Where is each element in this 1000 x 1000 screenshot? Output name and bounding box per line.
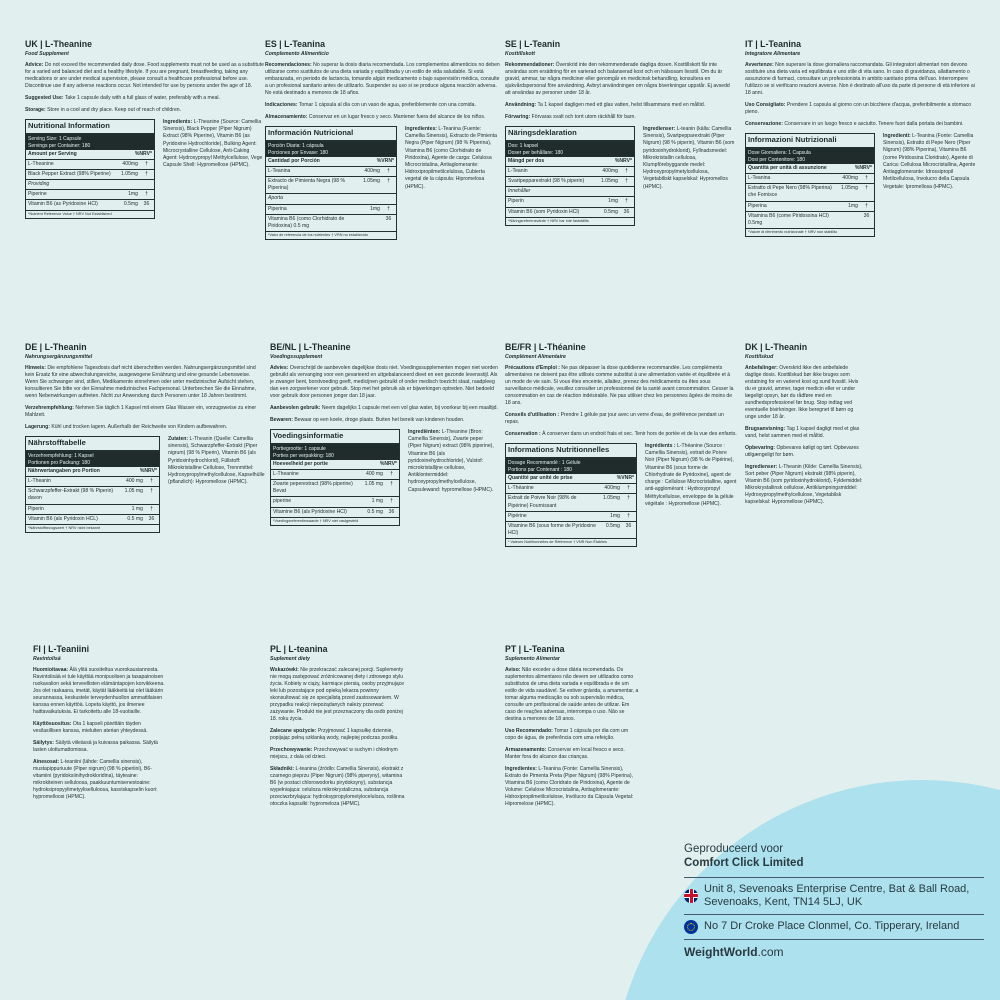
nutrition-row xyxy=(746,202,874,212)
nutrient-amount xyxy=(116,181,141,188)
uk-address: Unit 8, Sevenoaks Enterprise Centre, Bat & Ball Road, Sevenoaks, Kent, TN14 5LJ, UK xyxy=(704,882,970,908)
nutrient-amount xyxy=(836,213,861,227)
nutrient-name: Aporta xyxy=(268,195,284,202)
pt-use: Uso Recomendado: Tomar 1 cápsula por dia com um copo de água, de preferência com uma refeição. xyxy=(505,727,629,741)
nutrient-name: L-Theanine xyxy=(28,161,54,168)
pt-advice: Aviso: Não exceder a dose diária recomendada. Os suplementos alimentares não devem ser utilizados como substitutos de uma dieta variada e equilibrada e de um estilo de vida saudável. Se estiver grávida, a amamentar, a tomar alguma medicação ou sob supervisão médica, consulte um profissional de saúde antes de utilizar. Em caso de reações adversas, interrompa o uso. Não se destina a menores de 18 anos. xyxy=(505,666,639,722)
nutrient-amount xyxy=(358,195,383,202)
it-subtitle: Integratore Alimentare xyxy=(745,50,801,57)
nutrient-amount: 1 mg xyxy=(131,505,143,512)
nutrient-nrv: 36 xyxy=(625,522,632,529)
nutrient-nrv: † xyxy=(627,485,630,492)
nutrient-name: L-Theanine xyxy=(273,471,299,478)
nutrient-name: L-Théanine xyxy=(508,485,534,492)
nutrient-name: Vitamine B6 (sous forme de Pyridoxine HCl) xyxy=(508,522,596,536)
nutrient-name: Vitamin B6 (as Pyridoxine HCl) xyxy=(28,201,98,208)
fi-ingredients: Ainesosat: L-teaniini (lähde: Camellia sinensis), mustapippuriuute (Piper nigrum) (98 % piperiini), B6-vitamiini (pyridoksiinihydrokloridina), täyteaine: mikrokiteinen selluloosa, paakkuuntumisenestoaine: hydroksipropyylimetyyliselluloosa, kasviskapselin kuori: hypromelloosi (HPMC). xyxy=(33,759,158,801)
fi-advice: Huomioitavaa: Älä ylitä suositeltua vuorokausiannosta. Ravintolisää ei tule käyttää monipuolisen ja tasapainoisen ruokavalion sekä terveellisten elämäntapojen korvikkeena. Jos olet raskaana, imetät, käytät lääkkeitä tai olet lääkärin seurannassa, keskustele terveydenhuollon ammattilaisen kanssa ennen käyttöä. Lopeta käyttö, jos ilmenee haittavaikutuksia. Ei tarkoitettu alle 18-vuotiaille. xyxy=(33,666,165,715)
es-title: ES | L-Teanina xyxy=(265,40,325,49)
nutrient-nrv xyxy=(141,181,152,188)
es-advice: Recomendaciones: No superar la dosis diaria recomendada. Los complementos alimenticios no deben utilizarse como sustitutos de una dieta variada y equilibrada y un estilo de vida saludable. Si está embarazada, en periodo de lactancia, tomando algún medicamento o bajo supervisión médica, consulte a un profesional sanitario antes de utilizarlo. Suspender su uso si se produce alguna reacción adversa. No está destinado a menores de 18 años. xyxy=(265,61,500,96)
nutrient-nrv xyxy=(383,195,394,202)
section-dk xyxy=(745,343,863,638)
nutrition-row xyxy=(746,184,874,201)
benl-use: Aanbevolen gebruik: Neem dagelijks 1 capsule met een vol glas water, bij voorkeur bij een maaltijd. xyxy=(270,404,498,411)
nutrient-name: Providing xyxy=(28,181,50,188)
dk-title: DK | L-Theanin xyxy=(745,343,808,352)
nutrient-amount: 0.5mg xyxy=(123,201,138,208)
nutrition-row xyxy=(506,177,634,187)
ie-address-row xyxy=(684,915,984,939)
section-fi xyxy=(33,645,168,945)
nutrient-nrv: 36 xyxy=(143,201,150,208)
pl-title: PL | L-teanina xyxy=(270,645,328,654)
nutrient-nrv: † xyxy=(145,191,148,198)
de-subtitle: Nahrungsergänzungsmittel xyxy=(25,353,93,360)
nutrient-name: L-Teanin xyxy=(508,168,528,175)
nutrient-name: Innehåller xyxy=(508,188,531,195)
it-use: Uso Consigliato: Prendere 1 capsula al giorno con un bicchiere d'acqua, preferibilmente a stomaco pieno. xyxy=(745,101,972,115)
nutrient-nrv: † xyxy=(625,178,628,185)
nutrient-amount: 1.05mg xyxy=(601,178,618,185)
befr-advice: Précautions d'Emploi : Ne pas dépasser la dose quotidienne recommandée. Les compléments alimentaires ne doivent pas être utilisés comme substitut à une alimentation variée et équilibrée et à un mode de vie sain. Si vous êtes enceinte, allaitez, prenez des médicaments ou êtes sous surveillance médicale, veuillez consulter un professionnel de la santé avant consommation. Cesser la consommation en cas de réaction indésirable. Ne pas utiliser chez les personnes âgées de moins de 18 ans. xyxy=(505,364,734,406)
de-use: Verzehrempfehlung: Nehmen Sie täglich 1 Kapsel mit einem Glas Wasser ein, vorzugsweise zu einer Mahlzeit. xyxy=(25,404,257,418)
nutrient-nrv: † xyxy=(625,198,628,205)
de-nutrition-table: Nährstofftabelle Verzehrempfehlung: 1 Kapsel Portionen pro Packung: 180 Nährwertangaben pro Portion %NRV* L-Theanin 400 mg † Schwarzpfeffer-Extrakt (98 % Piperin) davon 1.05 mg † Piperin 1 mg † Vitamin B6 (als Pyridoxin HCL) 0.5 mg 36 *Nährstoffbezugswert † NRV nicht bekannt xyxy=(25,436,160,533)
pt-ingredients: Ingredientes: L-Teanina (Fonte: Camellia Sinensis), Extrato de Pimenta Preta (Piper Nigrum) (98% Piperina), Vitamina B6 (como Cloridrato de Piridoxina), Agente de Volume: Celulose Microcristalina, Antiaglomerante: Hidroxipropilmetilcelulose, Invólucro da Cápsula Vegetal: Hipromelose (HPMC). xyxy=(505,766,634,808)
nutrition-row xyxy=(26,487,159,504)
nutrient-amount xyxy=(596,188,621,195)
se-use: Användning: Ta 1 kapsel dagligen med ett glas vatten, helst tillsammans med en måltid. xyxy=(505,101,706,108)
benl-subtitle: Voedingssupplement xyxy=(270,353,323,360)
nutrition-row xyxy=(266,205,396,215)
nutrient-name: piperine xyxy=(273,498,292,505)
nutrient-amount: 0.5mg xyxy=(605,522,620,529)
nutrition-row xyxy=(746,212,874,228)
nutrient-nrv: † xyxy=(625,168,628,175)
nutrition-row xyxy=(266,167,396,177)
befr-title: BE/FR | L-Théanine xyxy=(505,343,586,352)
section-pl xyxy=(270,645,405,945)
es-subtitle: Complemento Alimenticio xyxy=(265,50,329,57)
nutrient-amount: 1mg xyxy=(848,202,858,209)
nutrient-name: Vitamina B6 (come Piridossina HCl) 0.5mg xyxy=(748,212,829,226)
nutrition-row xyxy=(506,208,634,217)
dk-storage: Opbevaring: Opbevares køligt og tørt. Opbevares utilgængeligt for børn. xyxy=(745,445,859,459)
nutrient-name: Vitamina B6 (como Clorhidrato de Piridoxina) 0.5 mg xyxy=(268,215,345,229)
nutrition-row xyxy=(506,484,636,494)
befr-ingredients: Ingrédients : L-Théanine (Source : Camellia Sinensis), extrait de Poivre Noir (Piper Nigrum) (98 % de Pipérine), Vitamine B6 (sous forme de Chlorhydrate de Pyridoxine), agent de charge : Cellulose Microcristalline, agent anti-agglomérant : Hydroxypropyl Méthylcellulose, enveloppe de la gélule végétale : Hypromellose (HPMC). xyxy=(645,442,737,507)
benl-nutrition-table: Voedingsinformatie Portiegrootte: 1 capsule Porties per verpakking: 180 Hoeveelheid per portie %NRV* L-Theanine 400 mg † Zwarte peperextract (98% piperine) Bevat 1.05 mg † piperine 1 mg † Vitamine B6 (als Pyridoxine HCl) 0.5 mg 36 *Voedingsreferentiewaarde † NRV niet vastgesteld xyxy=(270,429,400,526)
nutrient-nrv: † xyxy=(390,481,393,488)
befr-use: Conseils d'utilisation : Prendre 1 gélule par jour avec un verre d'eau, de préférence pendant un repas. xyxy=(505,411,724,425)
section-pt xyxy=(505,645,640,945)
section-befr xyxy=(505,343,737,638)
nutrient-nrv: 36 xyxy=(148,515,155,522)
produced-for-label: Geproduceerd voor xyxy=(684,843,784,855)
befr-storage: Conservation : À conserver dans un endroit frais et sec. Tenir hors de portée et de la vue des enfants. xyxy=(505,430,737,437)
nutrient-name: L-Teanina xyxy=(268,168,291,175)
section-de xyxy=(25,343,265,638)
nutrient-name: Vitamin B6 (som Pyridoxin HCl) xyxy=(508,208,580,215)
nutrition-row xyxy=(506,522,636,538)
nutrient-nrv: † xyxy=(145,171,148,178)
it-advice: Avvertenze: Non superare la dose giornaliera raccomandata. Gli integratori alimentari non devono sostituire una dieta varia ed equilibrata e uno stile di vita sano. In caso di gravidanza, allattamento o assunzione di farmaci, consultare un professionista in ambito sanitario prima dell'uso. Interrompere l'utilizzo se si verificano reazioni avverse. Non è destinato all'uso da parte di persone di età inferiore ai 18 anni. xyxy=(745,61,975,96)
nutrition-row xyxy=(26,160,154,170)
es-use: Indicaciones: Tomar 1 cápsula al día con un vaso de agua, preferiblemente con una comida. xyxy=(265,101,476,108)
nutrition-row xyxy=(271,497,399,507)
nutrition-row xyxy=(266,194,396,204)
nutrient-nrv: 36 xyxy=(385,215,392,222)
befr-nutrition-table: Informations Nutritionnelles Dosage Recommandé : 1 Gélule Portions par Contenant : 180 Quantité par unité de prise %VNR* L-Théanine 400mg † Extrait de Poivre Noir (98% de Pipérine) Fournissant 1.05mg † Pipérine 1mg † Vitamine B6 (sous forme de Pyridoxine HCl) 0.5mg 36 * Valeurs Nutritionnelles de Référence † VNR Non Établies xyxy=(505,443,637,547)
nutrient-amount: 400mg xyxy=(364,168,380,175)
nutrient-nrv: † xyxy=(150,488,153,495)
se-storage: Förvaring: Förvaras svalt och torrt utom räckhåll för barn. xyxy=(505,113,636,120)
uk-title: UK | L-Theanine xyxy=(25,40,92,49)
nutrient-name: L-Teanina xyxy=(748,175,771,182)
nutrition-row xyxy=(506,167,634,177)
nutrient-amount: 0.5 mg xyxy=(367,508,383,515)
nutrient-amount: 400mg xyxy=(604,485,620,492)
dk-advice: Anbefalinger: Overskrid ikke den anbefalede daglige dosis. Kosttilskud bør ikke bruges som erstatning for en varieret kost og sund livsstil. Hvis du er gravid, ammer, tager medicin eller er under lægeligt opsyn, bør du rådføre med en sundhedsprofessionel før brug. Stop indtag ved eventuelle bivirkninger. Ikke beregnet til børn og unge under 18 år. xyxy=(745,364,859,420)
nutrient-nrv: † xyxy=(865,185,868,192)
nutrient-nrv: 36 xyxy=(623,208,630,215)
pl-use: Zalecane spożycie: Przyjmować 1 kapsułkę dziennie, popijając pełną szklanką wody, najlepiej podczas posiłku. xyxy=(270,727,399,741)
se-advice: Rekommendationer: Överskrid inte den rekommenderade dagliga dosen. Kosttillskott får inte användas som ersättning för en varierad och balanserad kost och en hälsosam livsstil. Om du är gravid, ammar, tar några mediciner eller genomgår en medicinsk behandling, konsultera en sjukvårdspersonal före användning. Avbryt användningen om några biverkningar uppstår. Ej avsedd att användas av personer under 18 år. xyxy=(505,61,730,96)
nutrient-amount: 400mg xyxy=(602,168,618,175)
nutrition-row xyxy=(746,174,874,184)
se-title: SE | L-Teanin xyxy=(505,40,561,49)
se-subtitle: Kosttillskott xyxy=(505,50,535,57)
nutrient-nrv xyxy=(621,188,632,195)
nutrition-row xyxy=(271,470,399,480)
fi-use: Käyttösuositus: Ota 1 kapseli päivittäin täyden vesilasillisen kanssa, mieluiten aterian yhteydessä. xyxy=(33,720,148,734)
nutrient-amount: 400 mg xyxy=(366,471,383,478)
nutrition-row xyxy=(506,187,634,197)
nutrient-amount: 1.05mg xyxy=(363,178,380,185)
nutrient-name: Piperina xyxy=(748,202,767,209)
pl-ingredients: Składniki: L-teanina (źródło: Camellia Sinensis), ekstrakt z czarnego pieprzu (Piper Nigrum) (98% piperyny), witamina B6 (w postaci chlorowodorku pirydoksyny), substancja wypełniająca: celuloza mikrokrystaliczna, substancja przeciwzbrylająca: hydroksypropylometyloceluloza, roślinna otoczka kapsułki: hypromeloza (HPMC). xyxy=(270,766,405,808)
nutrient-name: Extrait de Poivre Noir (98% de Pipérine) Fournissant xyxy=(508,495,577,509)
es-nutrition-table: Información Nutricional Porción Diaria: 1 cápsula Porciones por Envase: 180 Cantidad por Porción %VRN* L-Teanina 400mg † Extracto de Pimienta Negra (98 % Piperina) 1.05mg † Aporta Piperina 1mg † Vitamina B6 (como Clorhidrato de Piridoxina) 0.5 mg 36 *Valor de referencia de los nutrientes † VRN no establecido xyxy=(265,126,397,240)
nutrient-name: Piperina xyxy=(268,205,287,212)
nutrient-name: Extracto de Pimienta Negra (98 % Piperina) xyxy=(268,178,346,192)
nutrition-row xyxy=(26,180,154,190)
uk-storage: Storage: Store in a cool and dry place. Keep out of reach of children. xyxy=(25,106,182,113)
nutrition-row xyxy=(271,480,399,497)
section-uk xyxy=(25,40,265,330)
nutrient-nrv: † xyxy=(387,178,390,185)
nutrient-nrv: † xyxy=(145,161,148,168)
nutrient-name: Schwarzpfeffer-Extrakt (98 % Piperin) davon xyxy=(28,488,114,502)
nutrition-row xyxy=(266,177,396,194)
uk-use: Suggested Use: Take 1 capsule daily with a full glass of water, preferably with a meal. xyxy=(25,94,220,101)
fi-subtitle: Ravintolisä xyxy=(33,655,61,662)
nutrient-name: Vitamin B6 (als Pyridoxin HCL) xyxy=(28,515,98,522)
nutrient-amount: 1.05mg xyxy=(603,495,620,502)
pl-subtitle: Suplement diety xyxy=(270,655,311,662)
nutrient-name: Pipérine xyxy=(508,512,527,519)
it-nutrition-table: Informazioni Nutrizionali Dose Giornaliera: 1 Capsula Dosi per Contenitore: 180 Quantità per unità di assunzione %NRV* L-Teanina 400mg † Estratto di Pepe Nero (98% Piperina) che Fornisce 1.05mg † Piperina 1mg † Vitamina B6 (come Piridossina HCl) 0.5mg 36 *Valore di riferimento nutrizionale † NRV non stabilito xyxy=(745,133,875,237)
nutrient-amount xyxy=(358,216,383,230)
nutrient-name: Zwarte peperextract (98% piperine) Bevat xyxy=(273,481,353,495)
nutrient-amount: 1.05 mg xyxy=(364,481,383,488)
uk-address-row xyxy=(684,878,984,914)
uk-flag-icon xyxy=(684,889,698,903)
nutrient-amount: 1.05mg xyxy=(841,185,858,192)
section-es xyxy=(265,40,500,330)
pt-subtitle: Suplemento Alimentar xyxy=(505,655,560,662)
pt-storage: Armazenamento: Conservar em local fresco e seco. Manter fora do alcance das crianças. xyxy=(505,747,625,761)
section-se xyxy=(505,40,735,330)
nutrient-nrv: † xyxy=(390,498,393,505)
pl-storage: Przechowywanie: Przechowywać w suchym i chłodnym miejscu, z dala od dzieci. xyxy=(270,747,398,761)
nutrient-nrv: † xyxy=(627,495,630,502)
uk-ingredients: Ingredients: L-Theanine (Source: Camellia Sinensis), Black Pepper (Piper Nigrum) Extract (98% Piperine), Vitamin B6 (as Pyridoxine Hydrochloride), Bulking Agent: Microcrystalline Cellulose, Anti-Caking Agent: Hydroxypropyl Methylcellulose, Vege Capsule Shell: Hypromellose (HPMC). xyxy=(163,118,263,169)
nutrient-amount: 1mg xyxy=(608,198,618,205)
company-info xyxy=(684,843,984,959)
nutrient-name: Piperine xyxy=(28,191,47,198)
nutrient-name: Piperin xyxy=(28,505,44,512)
de-advice: Hinweis: Die empfohlene Tagesdosis darf nicht überschritten werden. Nahrungsergänzungsmittel sind kein Ersatz für eine abwechslungsreiche, ausgewogene Ernährung und eine gesunde Lebensweise. Wenn Sie schwanger sind, stillen, Medikamente einnehmen oder unter medizinischer Aufsicht stehen, konsultieren Sie bitte vor der Einnahme medizinisches Fachpersonal. Unterbrechen Sie die Einnahme, wenn Nebenwirkungen auftreten. Nicht zur Anwendung durch Personen unter 18 Jahren bestimmt. xyxy=(25,364,257,399)
it-ingredients: Ingredienti: L-Teanina (Fonte: Camellia Sinensis), Estratto di Pepe Nero (Piper Nigrum) (98% Piperina), Vitamina B6 (come Piridossina Cloridrato), Agente di Carica: Cellulosa Microcristallina, Agente Antiagglomerante: Idrossipropil Metilcellulosa, Involucro della Capsula Vegetale: Ipromellosa (HPMC). xyxy=(883,132,976,190)
fi-storage: Säilytys: Säilytä viileässä ja kuivassa paikassa. Säilytä lasten ulottumattomissa. xyxy=(33,739,158,753)
website-link[interactable]: WeightWorld.com xyxy=(684,944,784,959)
nutrient-name: Piperin xyxy=(508,198,524,205)
ie-address: No 7 Dr Croke Place Clonmel, Co. Tipperary, Ireland xyxy=(704,920,960,933)
nutrient-amount: 0.5mg xyxy=(603,208,618,215)
uk-subtitle: Food Supplement xyxy=(25,50,69,57)
nutrient-amount: 1.05mg xyxy=(121,171,138,178)
pl-advice: Wskazówki: Nie przekraczać zalecanej porcji. Suplementy nie mogą zastępować zróżnicowanej diety i zdrowego stylu życia. Kobiety w ciąży, karmiące piersią, osoby przyjmujące leki lub pozostające pod opieką lekarza powinny skonsultować się ze specjalistą przed zastosowaniem. W przypadku reakcji niepożądanych należy przerwać zażywanie. Produkt nie jest przeznaczony dla osób poniżej 18. roku życia. xyxy=(270,666,405,722)
it-storage: Conservazione: Conservare in un luogo fresco e asciutto. Tenere fuori dalla portata dei bambini. xyxy=(745,120,964,127)
es-ingredients: Ingredientes: L-Teanina (Fuente: Camellia Sinensis), Extracto de Pimienta Negra (Piper Nigrum) (98 % Piperina), Vitamina B6 (como Clorhidrato de Piridoxina), Agente de carga: Celulosa Microcristalina, Antiaglomerante: Hidroxipropilmetilcelulosa, Cubierta vegetal de la cápsula: Hipromelosa (HPMC). xyxy=(405,125,498,190)
nutrition-row xyxy=(506,197,634,207)
se-nutrition-table: Näringsdeklaration Dos: 1 kapsel Doser per behållare: 180 Mängd per dos %NRV* L-Teanin 400mg † Svartpepparextrakt (98 % piperin) 1.05mg † Innehåller Piperin 1mg † Vitamin B6 (som Pyridoxin HCl) 0.5mg 36 *Näringsreferensvärde † NRV har inte fastställts xyxy=(505,126,635,226)
nutrient-nrv: † xyxy=(390,471,393,478)
nutrient-nrv: † xyxy=(387,205,390,212)
section-it xyxy=(745,40,980,330)
nutrient-amount: 1mg xyxy=(370,205,380,212)
nutrient-amount: 1mg xyxy=(128,191,138,198)
nutrition-row xyxy=(506,512,636,522)
nutrient-amount: 400 mg xyxy=(126,478,143,485)
benl-title: BE/NL | L-Theanine xyxy=(270,343,351,352)
benl-advice: Advies: Overschrijd de aanbevolen dagelijkse dosis niet. Voedingssupplementen mogen niet worden gebruikt als vervanging voor een gevarieerd en uitgebalanceerd dieet en een gezonde levensstijl. Als je zwanger bent, borstvoeding geeft, medicijnen gebruikt of onder medisch toezicht staat, raadpleeg dan een zorgverlener voor gebruik. Stop met het gebruik als er bijwerkingen optreden. Niet bedoeld voor gebruik door personen jonger dan 18 jaar. xyxy=(270,364,498,399)
de-ingredients: Zutaten: L-Theanin (Quelle: Camellia sinensis), Schwarzpfeffer-Extrakt (Piper nigrum) (98 % Piperin), Vitamin B6 (als Pyridoxinhydrochlorid), Füllstoff: Mikrokristalline Cellulose, Trennmittel: Hydroxypropylmethylcellulose, Kapselhülle (pflanzlich): Hypromellose (HPMC). xyxy=(168,435,265,486)
dk-use: Brugsanvisning: Tag 1 kapsel dagligt med et glas vand, helst sammen med et måltid. xyxy=(745,425,860,439)
nutrient-name: L-Theanin xyxy=(28,478,51,485)
it-title: IT | L-Teanina xyxy=(745,40,802,49)
nutrient-name: Svartpepparextrakt (98 % piperin) xyxy=(508,178,585,185)
benl-ingredients: Ingrediënten: L-Theanine (Bron: Camellia Sinensis), Zwarte peper (Piper Nigrum) extract (98% piperine), Vitamine B6 (als pyridoxinehydrochloride), Vulstof: microkristallijne cellulose, Antiklontermiddel: hydroxypropylmethylcellulose, Capsulewand: hypromellose (HPMC). xyxy=(408,428,494,493)
nutrition-row xyxy=(26,190,154,200)
nutrient-name: Vitamine B6 (als Pyridoxine HCl) xyxy=(273,508,347,515)
uk-advice: Advice: Do not exceed the recommended daily dose. Food supplements must not be used as a substitute for a varied and balanced diet and a healthy lifestyle. If you are pregnant, breastfeeding, taking any medications or are under medical supervision, please consult a healthcare professional before use. Discontinue use if any adverse reactions occur. Not intended for use by persons under the age of 18. xyxy=(25,61,264,89)
nutrition-row xyxy=(26,200,154,209)
section-benl xyxy=(270,343,498,638)
befr-subtitle: Complément Alimentaire xyxy=(505,353,566,360)
eu-flag-icon xyxy=(684,920,698,934)
nutrient-nrv: † xyxy=(150,505,153,512)
nutrient-nrv: † xyxy=(387,168,390,175)
dk-ingredients: Ingredienser: L-Theanin (Kilde: Camellia Sinensis), Sort peber (Piper Nigrum) ekstrakt (98% piperin), Vitamin B6 (som pyridoxinhydroklorid), Fyldemiddel: Mikrokrystallinsk cellulose, Antiklumpningsmiddel: Hydroxypropylmethylcellulose, Vegetabilsk kapselskal: Hypromellose (HPMC). xyxy=(745,464,863,506)
nutrient-amount: 400mg xyxy=(122,161,138,168)
nutrient-amount: 400mg xyxy=(842,175,858,182)
nutrition-row xyxy=(26,515,159,524)
nutrition-row xyxy=(266,215,396,231)
nutrient-nrv: 36 xyxy=(388,508,395,515)
nutrient-amount: 0.5 mg xyxy=(127,515,143,522)
uk-nutrition-table: Nutritional Information Serving Size: 1 Capsule Servings per Container: 180 Amount per Serving %NRV* L-Theanine 400mg † Black Pepper Extract (98% Piperine) 1.05mg † Providing Piperine 1mg † Vitamin B6 (as Pyridoxine HCl) 0.5mg 36 *Nutrient Reference Value † NRV Not Established xyxy=(25,119,155,219)
nutrient-nrv: 36 xyxy=(863,212,870,219)
de-title: DE | L-Theanin xyxy=(25,343,87,352)
se-ingredients: Ingredienser: L-teanin (källa: Camellia Sinensis), Svartpepparextrakt (Piper Nigrum) (98 % piperin), Vitamin B6 (som pyridoxinhydroklorid), Fyllnadsmedel: Mikrokristallin cellulosa, Klumpförebyggande medel: Hydroxypropylmetylcellulosa, Vegetabiliskt kapselskal: Hypromellos (HPMC). xyxy=(643,125,735,190)
nutrition-row xyxy=(271,508,399,517)
de-storage: Lagerung: Kühl und trocken lagern. Außerhalb der Reichweite von Kindern aufbewahren. xyxy=(25,423,228,430)
nutrient-amount: 1mg xyxy=(610,512,620,519)
es-storage: Almacenamiento: Conservar en un lugar fresco y seco. Mantener fuera del alcance de los niños. xyxy=(265,113,486,120)
nutrition-row xyxy=(26,477,159,487)
nutrient-name: Black Pepper Extract (98% Piperine) xyxy=(28,171,111,178)
dk-subtitle: Kosttilskud xyxy=(745,353,774,360)
nutrient-name: Estratto di Pepe Nero (98% Piperina) che Fornisce xyxy=(748,185,832,199)
benl-storage: Bewaren: Bewaar op een koele, droge plaats. Buiten het bereik van kinderen houden. xyxy=(270,416,465,423)
nutrient-nrv: † xyxy=(150,478,153,485)
company-name: Comfort Click Limited xyxy=(684,856,804,869)
nutrient-nrv: † xyxy=(865,202,868,209)
nutrition-row xyxy=(26,170,154,180)
nutrition-row xyxy=(26,505,159,515)
nutrition-row xyxy=(506,494,636,511)
nutrient-amount: 1 mg xyxy=(371,498,383,505)
pt-title: PT | L-Teanina xyxy=(505,645,565,654)
nutrient-amount: 1.05 mg xyxy=(124,488,143,495)
nutrient-nrv: † xyxy=(627,512,630,519)
fi-title: FI | L-Teaniini xyxy=(33,645,90,654)
nutrient-nrv: † xyxy=(865,175,868,182)
